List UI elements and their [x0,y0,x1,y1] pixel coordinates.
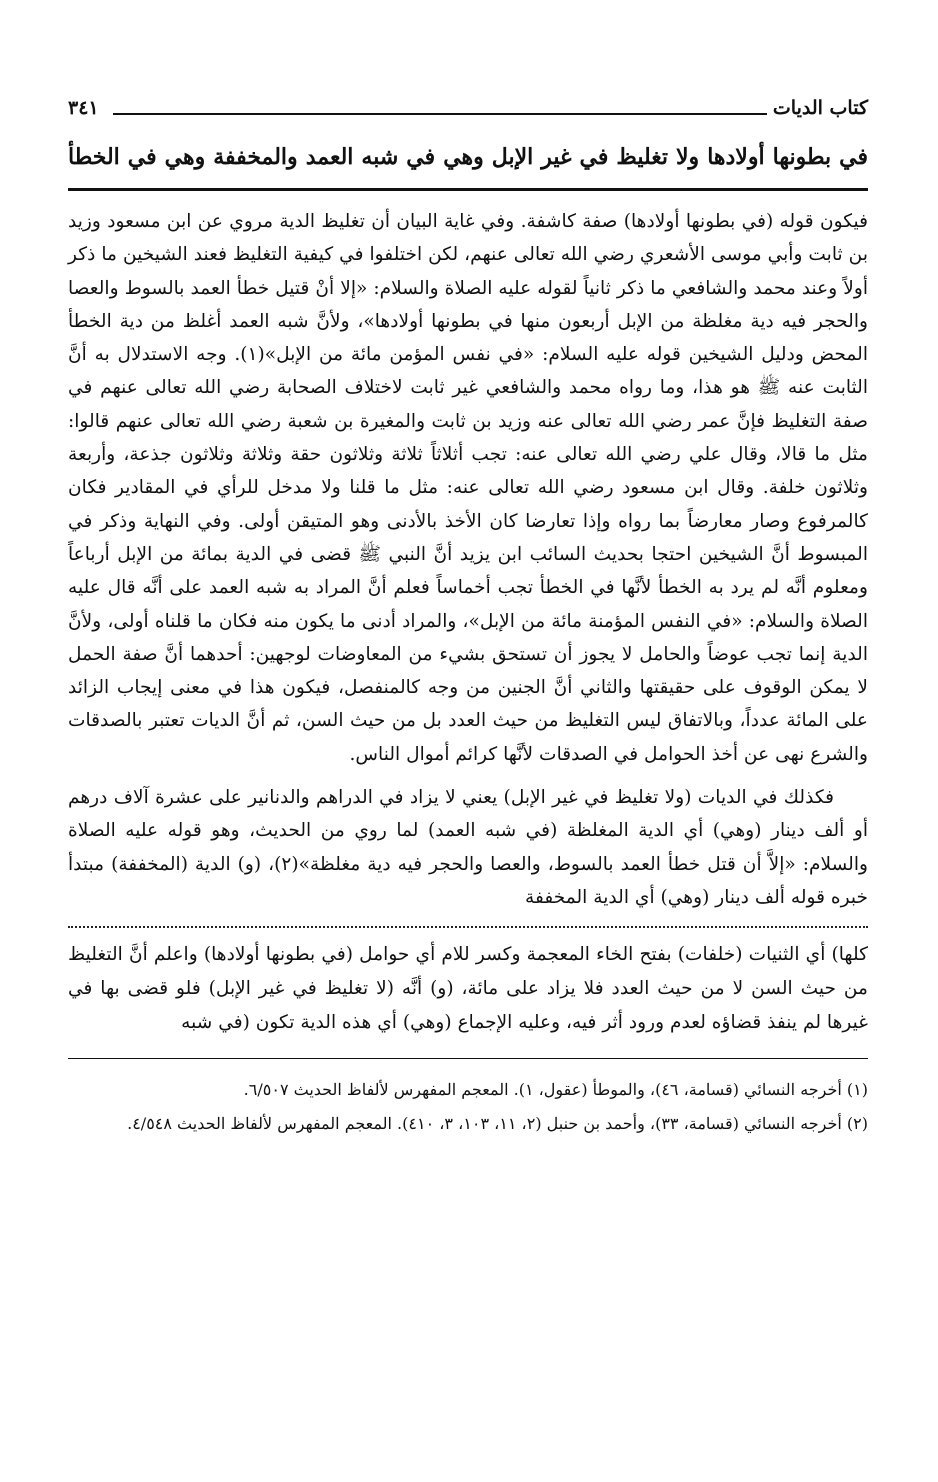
footnote-divider [68,1058,868,1059]
footnotes [68,1075,868,1139]
commentary-paragraph: فيكون قوله (في بطونها أولادها) صفة كاشفة. وفي غاية البيان أن تغليظ الدية مروي عن ابن مسعود وزيد بن ثابت وأبي موسى الأشعري رضي الله تعالى عنهم، لكن اختلفوا في كيفية التغليظ فعند الشيخين ما ذكر أولاً وعند محمد والشافعي ما ذكر ثانياً لقوله عليه الصلاة والسلام: «إلا أنْ قتيل خطأ العمد بالسوط والعصا والحجر فيه دية مغلظة من الإبل أربعون منها في بطونها أولادها»، ولأنَّ شبه العمد أغلظ من دية الخطأ المحض ودليل الشيخين قوله عليه السلام: «في نفس المؤمن مائة من الإبل»(١). وجه الاستدلال به أنَّ الثابت عنه ﷺ هو هذا، وما رواه محمد والشافعي غير ثابت لاختلاف الصحابة رضي الله تعالى عنهم في صفة التغليظ فإنَّ عمر رضي الله تعالى عنه وزيد بن ثابت والمغيرة بن شعبة رضي الله تعالى عنهم قالوا: مثل ما قالا، وقال علي رضي الله تعالى عنه: تجب أثلاثاً ثلاثة وثلاثون حقة وثلاثة وثلاثون جذعة، وأربعة وثلاثون خلفة. وقال ابن مسعود رضي الله تعالى عنه: مثل ما قلنا ولا مدخل للرأي في المقادير فكان كالمرفوع وصار معارضاً بما رواه وإذا تعارضا كان الأخذ بالأدنى وهو المتيقن أولى. وفي النهاية وذكر في المبسوط أنَّ الشيخين احتجا بحديث السائب ابن يزيد أنَّ النبي ﷺ قضى في الدية بمائة من الإبل أرباعاً ومعلوم أنَّه لم يرد به الخطأ لأنَّها في الخطأ تجب أخماساً فعلم أنَّ المراد به شبه العمد على أنَّه قال عليه الصلاة والسلام: «في النفس المؤمنة مائة من الإبل»، والمراد أدنى ما يكون منه فكان ما قلناه أولى، ولأنَّ الدية إنما تجب عوضاً والحامل لا يجوز أن تستحق بشيء من المعاوضات لوجهين: أحدهما أنَّ صفة الحمل لا يمكن الوقوف على حقيقتها والثاني أنَّ الجنين من وجه كالمنفصل، فيكون هذا في معنى إيجاب الزائد على المائة عدداً، وبالاتفاق ليس التغليظ من حيث العدد بل من حيث السن، ثم أنَّ الديات تعتبر بالصدقات والشرع نهى عن أخذ الحوامل في الصدقات لأنَّها كرائم أموال الناس. [68,211,869,765]
header-rule [113,113,767,115]
main-text: في بطونها أولادها ولا تغليظ في غير الإبل وهي في شبه العمد والمخففة وهي في الخطأ [68,144,868,170]
running-header [68,92,868,124]
commentary-paragraph: فكذلك في الديات (ولا تغليظ في غير الإبل) يعني لا يزاد في الدراهم والدنانير على عشرة آلاف درهم أو ألف دينار (وهي) أي الدية المغلظة (في شبه العمد) لما روي من الحديث، وهو قوله عليه الصلاة والسلام: «إلاَّ أن قتل خطأ العمد بالسوط، والعصا والحجر فيه دية مغلظة»(٢)، (و) الدية (المخففة) مبتدأ خبره قوله ألف دينار (وهي) أي الدية المخففة [68,787,868,908]
dotted-divider [68,926,868,928]
page-number: ٣٤١ [68,97,99,119]
main-text-divider [68,188,868,191]
footnote-2: (٢) أخرجه النسائي (قسامة، ٣٣)، وأحمد بن حنبل (٢، ١١، ١٠٣، ٣، ٤١٠). المعجم المفهرس لألفاظ الحديث ٤/٥٤٨. [127,1114,868,1134]
marginal-paragraph: كلها) أي الثنيات (خلفات) بفتح الخاء المعجمة وكسر للام أي حوامل (في بطونها أولادها) واعلم أنَّ التغليظ من حيث السن لا من حيث العدد فلا يزاد على مائة، (و) أنَّه (لا تغليظ في غير الإبل) فلو قضى بها في غيرها لم ينفذ قضاؤه لعدم ورود أثر فيه، وعليه الإجماع (وهي) أي هذه الدية تكون (في شبه [68,944,868,1034]
footnote-1: (١) أخرجه النسائي (قسامة، ٤٦)، والموطأ (عقول، ١). المعجم المفهرس لألفاظ الحديث ٦/٥٠٧. [243,1080,868,1100]
chapter-title: كتاب الديات [772,97,868,119]
commentary [68,205,868,914]
marginal-commentary [68,938,868,1040]
